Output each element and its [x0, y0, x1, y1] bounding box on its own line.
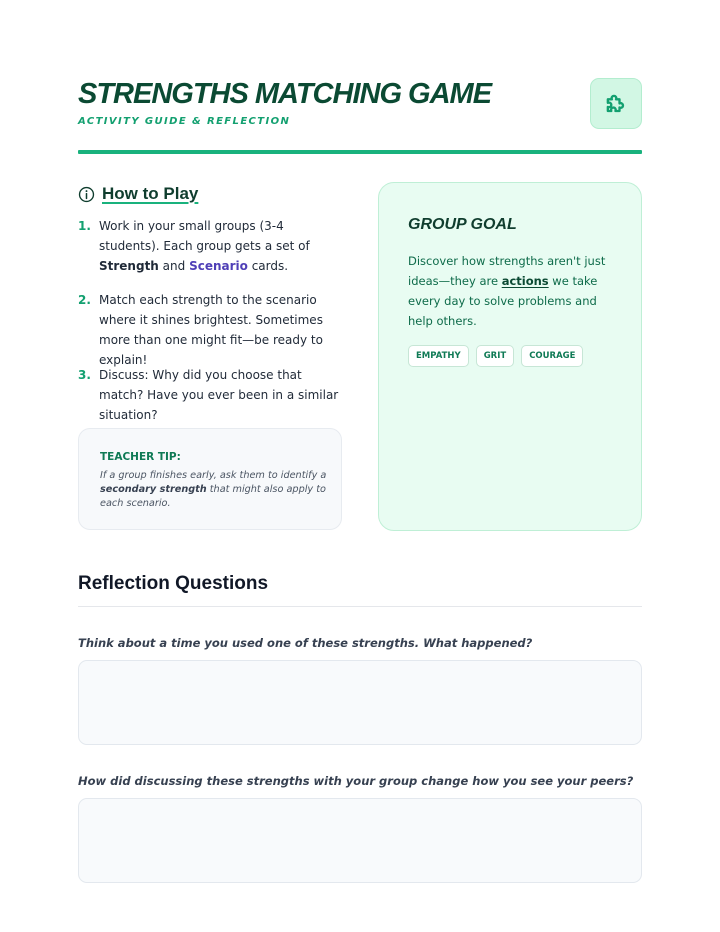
how-to-play-section	[78, 184, 348, 204]
group-goal-text	[408, 251, 618, 331]
page-subtitle: ACTIVITY GUIDE & REFLECTION	[78, 116, 291, 127]
puzzle-icon	[602, 90, 630, 118]
teacher-tip-text	[100, 469, 330, 511]
reflection-divider	[78, 606, 642, 607]
reflection-title: Reflection Questions	[78, 573, 269, 594]
tip-text-part: If a group finishes early, ask them to identify a	[100, 470, 327, 481]
reflection-question: How did discussing these strengths with your group change how you see your peers?	[78, 774, 634, 788]
tag-courage: COURAGE	[521, 345, 583, 367]
tip-emphasis: secondary strength	[100, 484, 207, 495]
actions-emphasis: actions	[501, 274, 549, 288]
tag-empathy: EMPATHY	[408, 345, 469, 367]
step-text-part: cards.	[247, 259, 289, 273]
goal-text-part: we take every day to solve problems and help others.	[408, 274, 598, 328]
step-item	[78, 216, 340, 278]
strength-card-label: Strength	[99, 259, 159, 273]
group-goal-card	[378, 182, 642, 531]
step-number: 1.	[78, 219, 91, 233]
tip-text-part: that might also apply to each scenario.	[100, 484, 326, 509]
step-text-part: and	[158, 259, 190, 273]
page-header	[78, 78, 642, 156]
step-text-part: Work in your small groups (3-4 students). Each group gets a set of	[99, 219, 310, 253]
group-goal-title: GROUP GOAL	[408, 216, 517, 233]
logo-badge	[590, 78, 642, 129]
step-item	[78, 290, 340, 367]
step-number: 3.	[78, 368, 91, 382]
goal-text-part: Discover how strengths aren't just ideas—they are	[408, 254, 606, 288]
answer-box[interactable]	[78, 660, 642, 745]
teacher-tip-card	[78, 428, 342, 530]
page-title: STRENGTHS MATCHING GAME	[78, 78, 492, 110]
how-to-play-title: How to Play	[102, 184, 199, 203]
strength-tags	[408, 345, 583, 367]
info-icon	[78, 186, 95, 203]
header-divider	[78, 150, 642, 154]
step-item	[78, 365, 340, 422]
teacher-tip-title: TEACHER TIP:	[100, 451, 181, 463]
tag-grit: GRIT	[476, 345, 514, 367]
how-to-play-heading	[78, 184, 348, 204]
answer-box[interactable]	[78, 798, 642, 883]
step-text: Discuss: Why did you choose that match? Have you ever been in a similar situation?	[99, 368, 339, 422]
reflection-question: Think about a time you used one of these strengths. What happened?	[78, 636, 533, 650]
scenario-card-label: Scenario	[189, 259, 248, 273]
step-text	[99, 216, 343, 276]
step-number: 2.	[78, 293, 91, 307]
step-text: Match each strength to the scenario where it shines brightest. Sometimes more than one might fit—be ready to explain!	[99, 293, 323, 367]
